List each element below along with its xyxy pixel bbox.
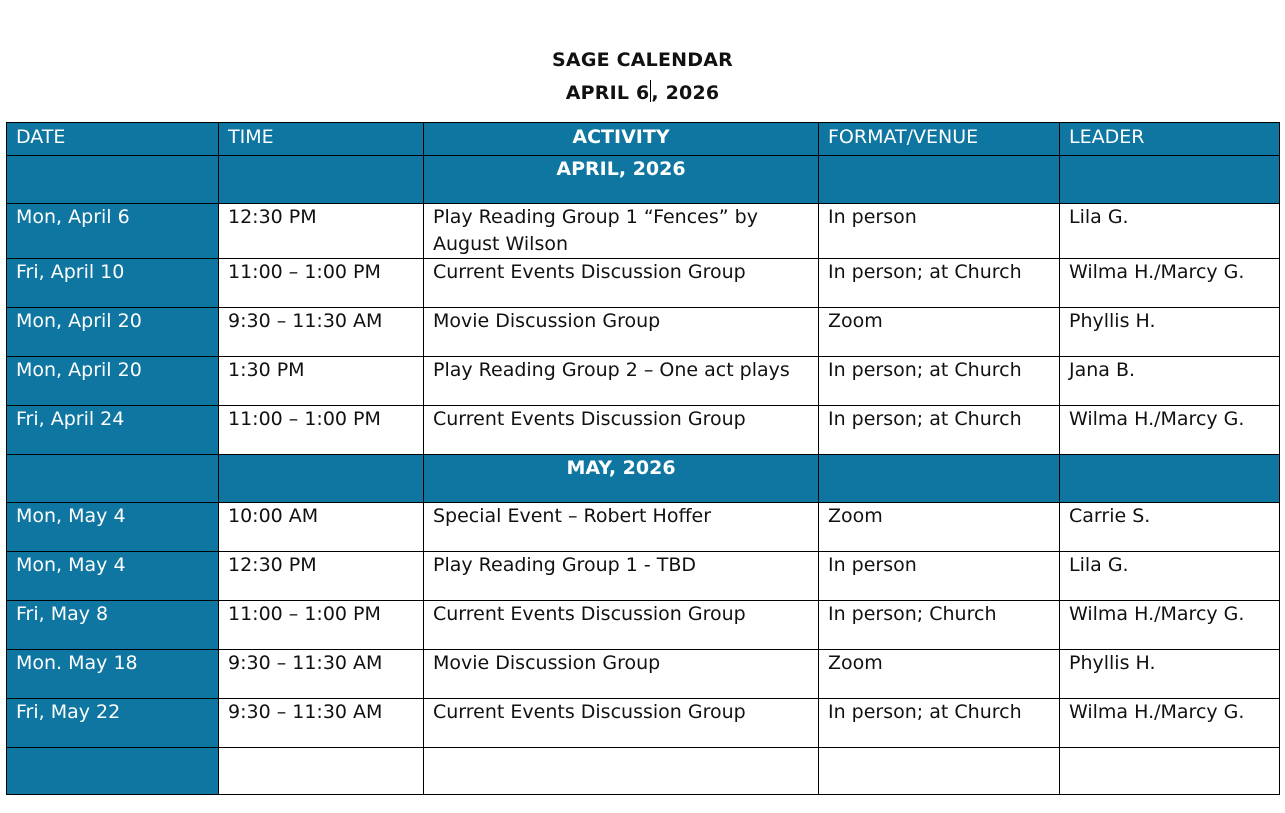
cell-time: 11:00 – 1:00 PM [219, 406, 424, 455]
cell-time: 11:00 – 1:00 PM [219, 259, 424, 308]
month-label: MAY, 2026 [424, 455, 819, 503]
empty-row [7, 748, 1280, 795]
document-date [0, 80, 1285, 104]
cell-activity: Play Reading Group 1 “Fences” by August Wilson [424, 204, 819, 259]
cell-time: 9:30 – 11:30 AM [219, 699, 424, 748]
cell-time: 9:30 – 11:30 AM [219, 308, 424, 357]
calendar-table [6, 122, 1280, 795]
date-text-end: , 2026 [651, 82, 720, 104]
cell-date: Mon, April 20 [7, 357, 219, 406]
cell-leader: Carrie S. [1060, 503, 1280, 552]
cell-activity: Movie Discussion Group [424, 650, 819, 699]
column-header-date: DATE [7, 123, 219, 156]
cell-format: In person; Church [819, 601, 1060, 650]
cell-time [219, 748, 424, 795]
cell-leader: Jana B. [1060, 357, 1280, 406]
cell-date: Fri, April 10 [7, 259, 219, 308]
cell-date: Mon, May 4 [7, 552, 219, 601]
cell-activity: Play Reading Group 1 - TBD [424, 552, 819, 601]
month-row [7, 156, 1280, 204]
table-row [7, 357, 1280, 406]
cell-date: Fri, April 24 [7, 406, 219, 455]
cell-activity: Current Events Discussion Group [424, 259, 819, 308]
cell-activity: Current Events Discussion Group [424, 406, 819, 455]
cell-format: In person [819, 552, 1060, 601]
table-row [7, 308, 1280, 357]
cell-leader: Wilma H./Marcy G. [1060, 699, 1280, 748]
cell-leader [1060, 748, 1280, 795]
cell-leader: Phyllis H. [1060, 650, 1280, 699]
cell-leader: Wilma H./Marcy G. [1060, 601, 1280, 650]
cell-time: 10:00 AM [219, 503, 424, 552]
table-row [7, 259, 1280, 308]
cell-leader: Wilma H./Marcy G. [1060, 259, 1280, 308]
table-row [7, 552, 1280, 601]
header-row [7, 123, 1280, 156]
document-title: SAGE CALENDAR [552, 49, 733, 71]
cell-time: 11:00 – 1:00 PM [219, 601, 424, 650]
cell-date: Mon. May 18 [7, 650, 219, 699]
table-row [7, 699, 1280, 748]
cell-format: In person; at Church [819, 699, 1060, 748]
table-row [7, 204, 1280, 259]
month-label: APRIL, 2026 [424, 156, 819, 204]
cell-format: Zoom [819, 650, 1060, 699]
cell-leader: Wilma H./Marcy G. [1060, 406, 1280, 455]
table-row [7, 601, 1280, 650]
table-row [7, 650, 1280, 699]
cell-format: Zoom [819, 503, 1060, 552]
cell-leader: Phyllis H. [1060, 308, 1280, 357]
cell-format [819, 748, 1060, 795]
cell-activity: Current Events Discussion Group [424, 699, 819, 748]
column-header-leader: LEADER [1060, 123, 1280, 156]
cell-format: In person; at Church [819, 259, 1060, 308]
cell-format: In person; at Church [819, 357, 1060, 406]
cell-date: Fri, May 8 [7, 601, 219, 650]
cell-activity: Current Events Discussion Group [424, 601, 819, 650]
cell-date: Mon, April 6 [7, 204, 219, 259]
month-row [7, 455, 1280, 503]
cell-date: Mon, April 20 [7, 308, 219, 357]
cell-activity: Play Reading Group 2 – One act plays [424, 357, 819, 406]
table-row [7, 406, 1280, 455]
cell-date [7, 748, 219, 795]
table-row [7, 503, 1280, 552]
column-header-format: FORMAT/VENUE [819, 123, 1060, 156]
cell-format: Zoom [819, 308, 1060, 357]
cell-leader: Lila G. [1060, 552, 1280, 601]
column-header-time: TIME [219, 123, 424, 156]
cell-time: 9:30 – 11:30 AM [219, 650, 424, 699]
column-header-activity: ACTIVITY [424, 123, 819, 156]
date-text-start: APRIL 6 [565, 82, 650, 104]
cell-time: 12:30 PM [219, 552, 424, 601]
cell-activity: Special Event – Robert Hoffer [424, 503, 819, 552]
cell-activity [424, 748, 819, 795]
cell-time: 1:30 PM [219, 357, 424, 406]
cell-date: Mon, May 4 [7, 503, 219, 552]
cell-format: In person; at Church [819, 406, 1060, 455]
cell-leader: Lila G. [1060, 204, 1280, 259]
cell-format: In person [819, 204, 1060, 259]
cell-time: 12:30 PM [219, 204, 424, 259]
cell-activity: Movie Discussion Group [424, 308, 819, 357]
cell-date: Fri, May 22 [7, 699, 219, 748]
